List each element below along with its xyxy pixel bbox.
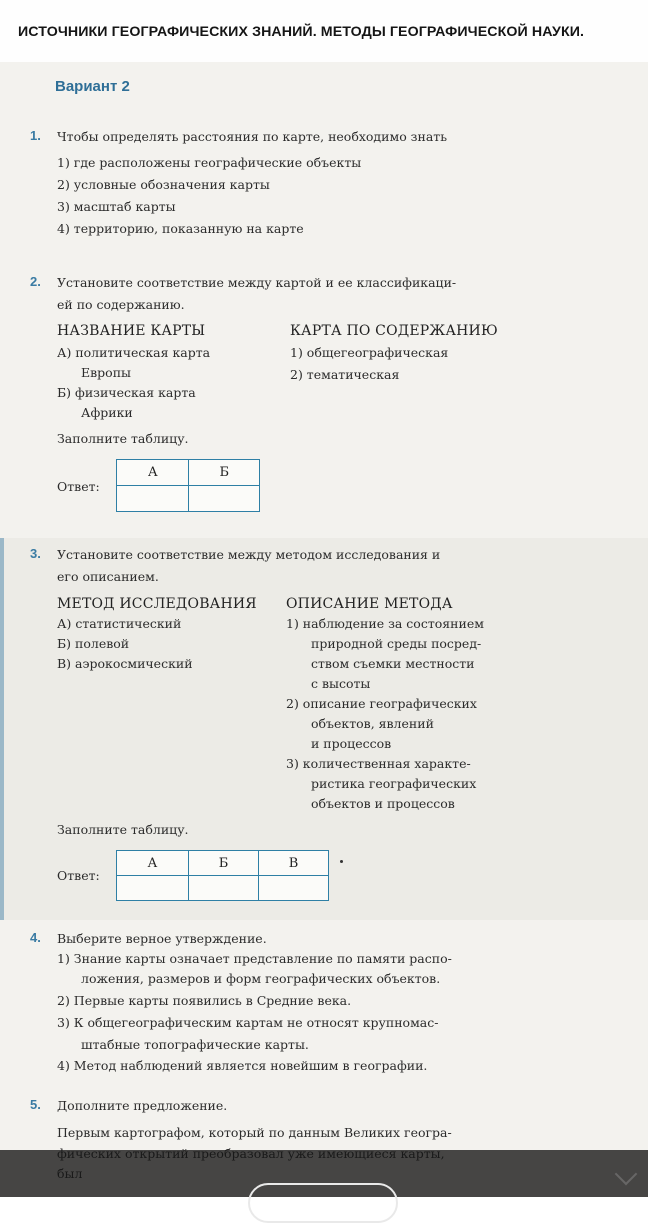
q3-right-item-1: 1) наблюдение за состоянием [286, 616, 484, 631]
q2-fill-instruction: Заполните таблицу. [57, 431, 189, 446]
q3-right-item-2-line-3: и процессов [311, 736, 392, 751]
q2-answer-header-a: А [117, 460, 189, 486]
q4-option-3-cont: штабные топографические карты. [81, 1037, 309, 1052]
page-title: ИСТОЧНИКИ ГЕОГРАФИЧЕСКИХ ЗНАНИЙ. МЕТОДЫ ГЕОГРАФИЧЕСКОЙ НАУКИ. [18, 24, 585, 40]
q4-option-3: 3) К общегеографическим картам не относят крупномас- [57, 1015, 439, 1030]
q3-right-item-2: 2) описание географических [286, 696, 477, 711]
q2-right-item-1: 1) общегеографическая [290, 345, 449, 360]
q3-right-item-2-line-2: объектов, явлений [311, 716, 434, 731]
q3-right-item-3-line-2: ристика географических [311, 776, 477, 791]
q2-right-header: КАРТА ПО СОДЕРЖАНИЮ [290, 323, 498, 339]
q2-number: 2. [30, 274, 41, 289]
q3-answer-label: Ответ: [57, 868, 100, 883]
q3-right-item-3: 3) количественная характе- [286, 756, 471, 771]
q2-answer-cell-a[interactable] [117, 486, 189, 512]
q3-right-item-1-line-2: природной среды посред- [311, 636, 482, 651]
q3-text-line-1: Установите соответствие между методом исследования и [57, 547, 441, 562]
q3-right-item-1-line-4: с высоты [311, 676, 371, 691]
q3-fill-instruction: Заполните таблицу. [57, 822, 189, 837]
q3-text-line-2: его описанием. [57, 569, 159, 584]
q3-answer-cell-a[interactable] [117, 876, 189, 901]
q5-line-1: Первым картографом, который по данным Великих геогра- [57, 1125, 452, 1140]
q2-left-item-b-cont: Африки [81, 405, 133, 420]
q3-left-header: МЕТОД ИССЛЕДОВАНИЯ [57, 596, 257, 612]
q3-number: 3. [30, 546, 41, 561]
viewer-action-button[interactable] [248, 1183, 398, 1223]
q1-number: 1. [30, 128, 41, 143]
q5-text: Дополните предложение. [57, 1098, 228, 1113]
q3-left-item-c: В) аэрокосмический [57, 656, 193, 671]
q2-answer-label: Ответ: [57, 479, 100, 494]
q4-option-2: 2) Первые карты появились в Средние века. [57, 993, 352, 1008]
q5-number: 5. [30, 1097, 41, 1112]
q2-right-item-2: 2) тематическая [290, 367, 400, 382]
q2-text-line-1: Установите соответствие между картой и ее классификаци- [57, 275, 457, 290]
q1-option-3: 3) масштаб карты [57, 199, 176, 214]
page-header [0, 0, 648, 62]
q1-text: Чтобы определять расстояния по карте, необходимо знать [57, 129, 448, 144]
q2-left-item-a-cont: Европы [81, 365, 131, 380]
q3-answer-table [116, 850, 329, 901]
q2-text-line-2: ей по содержанию. [57, 297, 185, 312]
q2-left-item-b: Б) физическая карта [57, 385, 196, 400]
q4-option-1-cont: ложения, размеров и форм географических объектов. [81, 971, 441, 986]
q1-option-4: 4) территорию, показанную на карте [57, 221, 304, 236]
q3-answer-header-a: А [117, 851, 189, 876]
q4-number: 4. [30, 930, 41, 945]
q4-option-4: 4) Метод наблюдений является новейшим в географии. [57, 1058, 428, 1073]
q2-answer-table [116, 459, 260, 512]
q3-right-item-3-line-3: объектов и процессов [311, 796, 455, 811]
q2-left-header: НАЗВАНИЕ КАРТЫ [57, 323, 206, 339]
q3-answer-cell-c[interactable] [258, 876, 328, 901]
q4-option-1: 1) Знание карты означает представление по памяти распо- [57, 951, 452, 966]
q4-text: Выберите верное утверждение. [57, 931, 267, 946]
q3-right-item-1-line-3: ством съемки местности [311, 656, 475, 671]
q1-option-2: 2) условные обозначения карты [57, 177, 270, 192]
q3-left-item-b: Б) полевой [57, 636, 130, 651]
q2-answer-cell-b[interactable] [189, 486, 260, 512]
q3-trailing-dot [340, 860, 343, 863]
q3-answer-header-b: Б [188, 851, 258, 876]
q3-answer-header-c: В [258, 851, 328, 876]
variant-title: Вариант 2 [55, 78, 130, 95]
q3-answer-cell-b[interactable] [188, 876, 258, 901]
q3-left-item-a: А) статистический [57, 616, 182, 631]
q3-accent-bar [0, 538, 4, 920]
q2-answer-header-b: Б [189, 460, 260, 486]
q3-right-header: ОПИСАНИЕ МЕТОДА [286, 596, 453, 612]
q1-option-1: 1) где расположены географические объекты [57, 155, 362, 170]
q2-left-item-a: А) политическая карта [57, 345, 211, 360]
